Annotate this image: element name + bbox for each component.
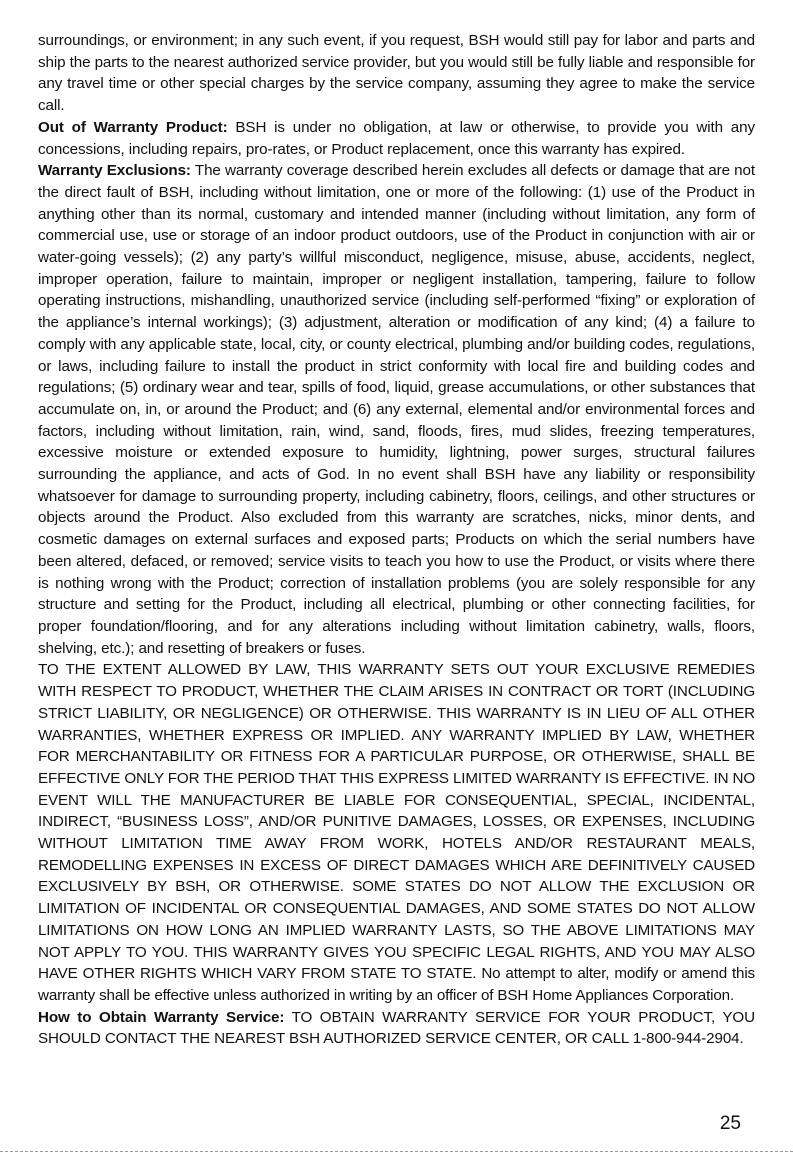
paragraph-how-to-obtain-service: [38, 1007, 755, 1050]
document-page: [38, 30, 755, 1050]
paragraph-text: TO THE EXTENT ALLOWED BY LAW, THIS WARRANTY SETS OUT YOUR EXCLUSIVE REMEDIES WITH RESPECT TO PRODUCT, WHETHER THE CLAIM ARISES IN CONTRACT OR TORT (INCLUDING STRICT LIABILITY, OR NEGLIGENCE) OR OTHERWISE. THIS WARRANTY IS IN LIEU OF ALL OTHER WARRANTIES, WHETHER EXPRESS OR IMPLIED. ANY WARRANTY IMPLIED BY LAW, WHETHER FOR MERCHANTABILITY OR FITNESS FOR A PARTICULAR PURPOSE, OR OTHERWISE, SHALL BE EFFECTIVE ONLY FOR THE PERIOD THAT THIS EXPRESS LIMITED WARRANTY IS EFFECTIVE. IN NO EVENT WILL THE MANUFACTURER BE LIABLE FOR CONSEQUENTIAL, SPECIAL, INCIDENTAL, INDIRECT, “BUSINESS LOSS”, AND/OR PUNITIVE DAMAGES, LOSSES, OR EXPENSES, INCLUDING WITHOUT LIMITATION TIME AWAY FROM WORK, HOTELS AND/OR RESTAURANT MEALS, REMODELLING EXPENSES IN EXCESS OF DIRECT DAMAGES WHICH ARE DEFINITIVELY CAUSED EXCLUSIVELY BY BSH, OR OTHERWISE. SOME STATES DO NOT ALLOW THE EXCLUSION OR LIMITATION OF INCIDENTAL OR CONSEQUENTIAL DAMAGES, AND SOME STATES DO NOT ALLOW LIMITATIONS ON HOW LONG AN IMPLIED WARRANTY LASTS, SO THE ABOVE LIMITATIONS MAY NOT APPLY TO YOU. THIS WARRANTY GIVES YOU SPECIFIC LEGAL RIGHTS, AND YOU MAY ALSO HAVE OTHER RIGHTS WHICH VARY FROM STATE TO STATE. No attempt to alter, modify or amend this warranty shall be effective unless authorized in writing by an officer of BSH Home Appliances Corporation.: [38, 661, 755, 1004]
paragraph-text: surroundings, or environment; in any such event, if you request, BSH would still pay for labor and parts and ship the parts to the nearest authorized service provider, but you would still be fully liable and responsible for any travel time or other special charges by the service company, assuming they agree to make the service call.: [38, 32, 755, 115]
paragraph-out-of-warranty: [38, 117, 755, 160]
paragraph-text: TO OBTAIN WARRANTY SERVICE FOR YOUR PRODUCT, YOU SHOULD CONTACT THE NEAREST BSH AUTHORIZED SERVICE CENTER, OR CALL 1-800-944-2904.: [38, 1008, 755, 1048]
paragraph-text: BSH is under no obligation, at law or otherwise, to provide you with any concessions, including repairs, pro-rates, or Product replacement, once this warranty has expired.: [38, 118, 755, 158]
paragraph-text: The warranty coverage described herein excludes all defects or damage that are not the direct fault of BSH, including without limitation, one or more of the following: (1) use of the Product in anything other than its normal, customary and intended manner (including without limitation, any form of commercial use, use or storage of an indoor product outdoors, use of the Product in conjunction with air or water-going vessels); (2) any party’s willful misconduct, negligence, misuse, abuse, accidents, neglect, improper operation, failure to maintain, improper or negligent installation, tampering, failure to follow operating instructions, mishandling, unauthorized service (including self-performed “fixing” or exploration of the appliance’s internal workings); (3) adjustment, alteration or modification of any kind; (4) a failure to comply with any applicable state, local, city, or county electrical, plumbing and/or building codes, regulations, or laws, including failure to install the product in strict conformity with local fire and building codes and regulations; (5) ordinary wear and tear, spills of food, liquid, grease accumulations, or other substances that accumulate on, in, or around the Product; and (6) any external, elemental and/or environmental forces and factors, including without limitation, rain, wind, sand, floods, fires, mud slides, freezing temperatures, excessive moisture or extended exposure to humidity, lightning, power surges, structural failures surrounding the appliance, and acts of God. In no event shall BSH have any liability or responsibility whatsoever for damage to surrounding property, including cabinetry, floors, ceilings, and other structures or objects around the Product. Also excluded from this warranty are scratches, nicks, minor dents, and cosmetic damages on external surfaces and exposed parts; Products on which the serial numbers have been altered, defaced, or removed; service visits to teach you how to use the Product, or visits where there is nothing wrong with the Product; correction of installation problems (you are solely responsible for any structure and setting for the Product, including all electrical, plumbing or other connecting facilities, for proper foundation/flooring, and for any alterations including without limitation cabinetry, walls, floors, shelving, etc.); and resetting of breakers or fuses.: [38, 162, 755, 657]
paragraph-service-charges: [38, 30, 755, 117]
paragraph-warranty-exclusions: [38, 160, 755, 659]
section-heading-warranty-exclusions: Warranty Exclusions:: [38, 162, 191, 180]
section-heading-how-to-obtain-service: How to Obtain Warranty Service:: [38, 1008, 285, 1026]
section-heading-out-of-warranty: Out of Warranty Product:: [38, 118, 228, 136]
page-number: 25: [719, 1113, 741, 1134]
paragraph-limitation-of-liability: [38, 659, 755, 1006]
